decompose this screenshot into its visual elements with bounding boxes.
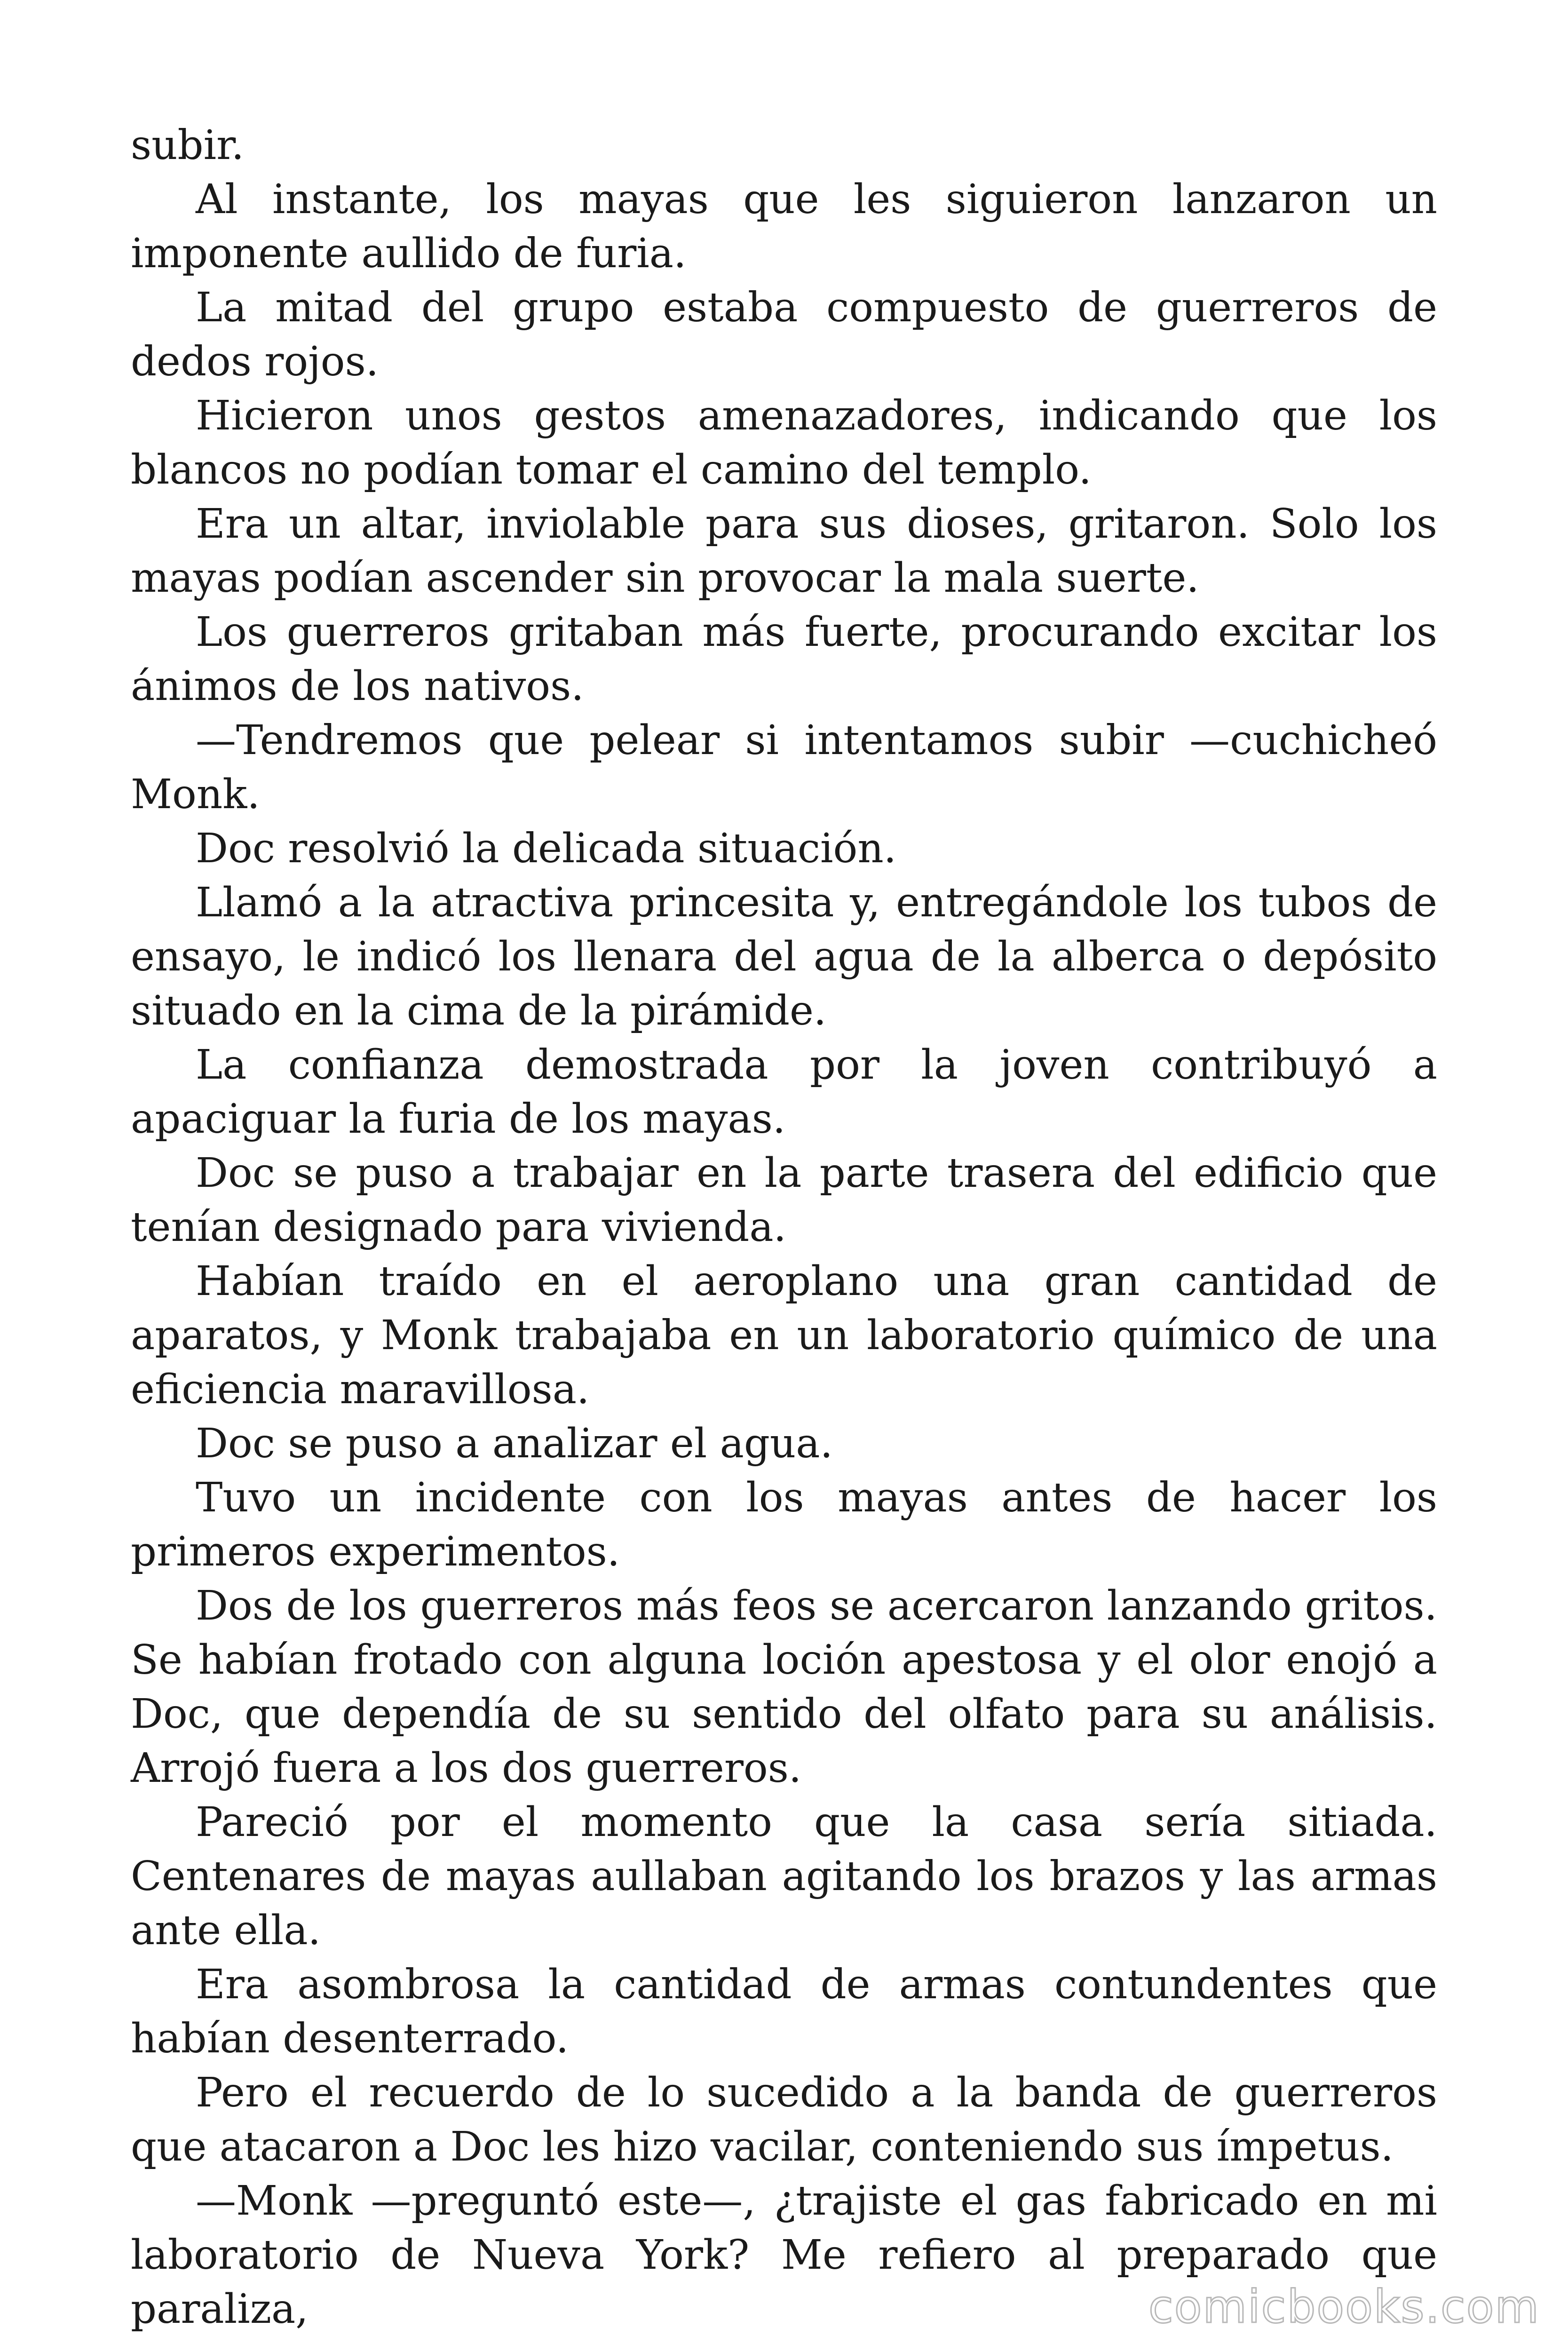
paragraph: Tuvo un incidente con los mayas antes de hacer los primeros experimentos. [131, 1474, 1437, 1575]
paragraph: Doc resolvió la delicada situación. [196, 825, 897, 872]
paragraph: Doc se puso a analizar el agua. [196, 1420, 833, 1467]
paragraph: Llamó a la atractiva princesita y, entregándole los tubos de ensayo, le indicó los llenara del agua de la alberca o depósito situado en la cima de la pirámide. [131, 879, 1437, 1034]
paragraph: Dos de los guerreros más feos se acercaron lanzando gritos. Se habían frotado con alguna loción apestosa y el olor enojó a Doc, que dependía de su sentido del olfato para su análisis. Arrojó fuera a los dos guerreros. [131, 1582, 1437, 1792]
paragraph: Era un altar, inviolable para sus dioses, gritaron. Solo los mayas podían ascender sin provocar la mala suerte. [131, 501, 1437, 602]
paragraph: Pero el recuerdo de lo sucedido a la banda de guerreros que atacaron a Doc les hizo vacilar, conteniendo sus ímpetus. [131, 2069, 1437, 2170]
paragraph: Los guerreros gritaban más fuerte, procurando excitar los ánimos de los nativos. [131, 609, 1437, 710]
page-text [131, 119, 1437, 2336]
paragraph: La mitad del grupo estaba compuesto de guerreros de dedos rojos. [131, 284, 1437, 385]
paragraph: Habían traído en el aeroplano una gran cantidad de aparatos, y Monk trabajaba en un laboratorio químico de una eficiencia maravillosa. [131, 1258, 1437, 1413]
paragraph: —Tendremos que pelear si intentamos subir —cuchicheó Monk. [131, 717, 1437, 818]
paragraph: Doc se puso a trabajar en la parte trasera del edificio que tenían designado para vivienda. [131, 1150, 1437, 1251]
paragraph: Era asombrosa la cantidad de armas contundentes que habían desenterrado. [131, 1961, 1437, 2062]
paragraph: Pareció por el momento que la casa sería sitiada. Centenares de mayas aullaban agitando los brazos y las armas ante ella. [131, 1799, 1437, 1954]
paragraph: Al instante, los mayas que les siguieron lanzaron un imponente aullido de furia. [131, 176, 1437, 277]
paragraph: Hicieron unos gestos amenazadores, indicando que los blancos no podían tomar el camino del templo. [131, 392, 1437, 493]
paragraph: subir. [131, 122, 245, 169]
paragraph: —Monk —preguntó este—, ¿trajiste el gas fabricado en mi laboratorio de Nueva York? Me refiero al preparado que paraliza, [131, 2177, 1437, 2333]
watermark: comicbooks.com [1148, 2280, 1540, 2333]
paragraph: La confianza demostrada por la joven contribuyó a apaciguar la furia de los mayas. [131, 1041, 1437, 1143]
